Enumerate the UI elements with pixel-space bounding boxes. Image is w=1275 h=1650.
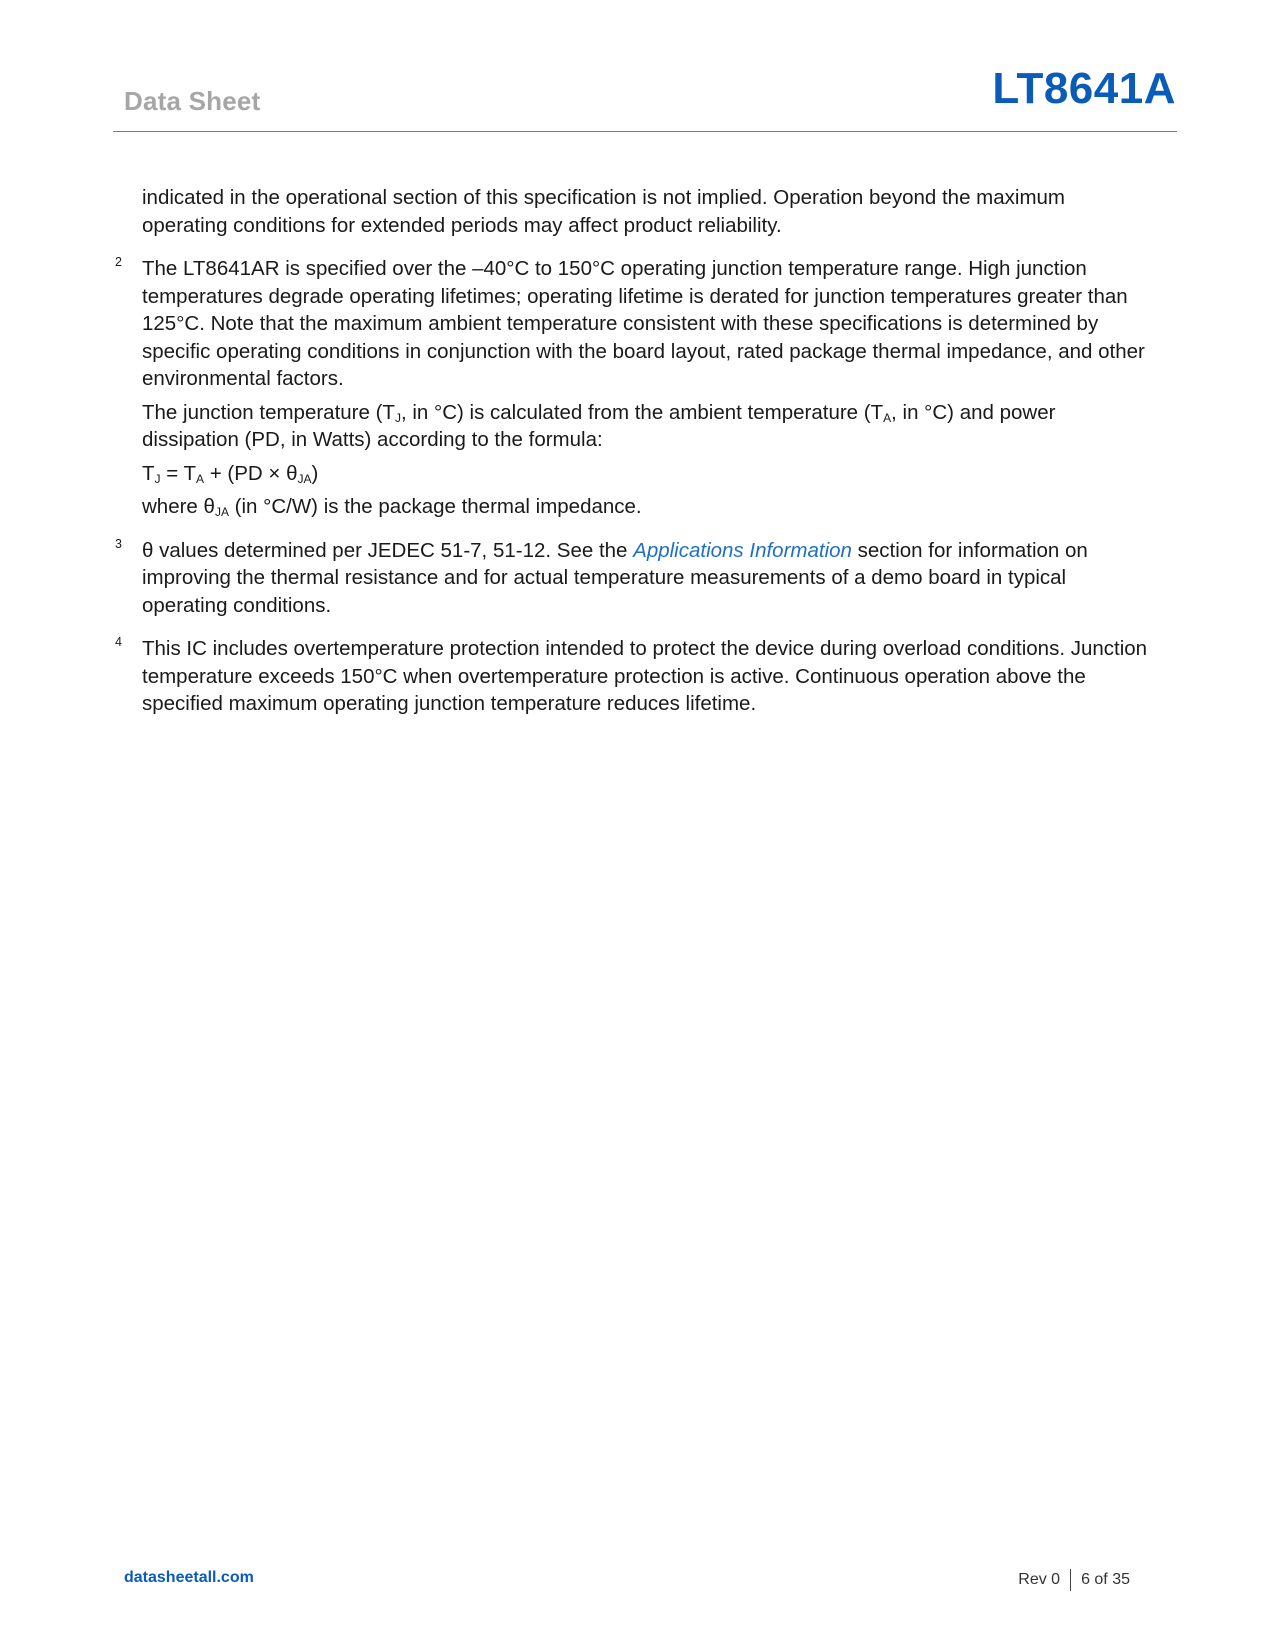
text-run: , in °C) and power dissipation (PD, in Watts) according to the formula: <box>142 400 1056 451</box>
part-number-title: LT8641A <box>992 64 1176 113</box>
subscript: A <box>883 410 892 425</box>
note-2-paragraph-1: The LT8641AR is specified over the –40°C to 150°C operating junction temperature range. High junction temperatures degrade operating lifetimes; operating lifetime is derated for junction temperatures greater than 125°C. Note that the maximum ambient temperature consistent with these specifications is determined by specific operating conditions in conjunction with the board layout, rated package thermal impedance, and other environmental factors. <box>142 257 1145 390</box>
note-2-number: 2 <box>115 255 122 269</box>
text-run: section for information on improving the thermal resistance and for actual temperature measurements of a demo board in typical operating conditions. <box>142 538 1088 617</box>
footer-divider <box>1070 1569 1071 1591</box>
note-3-paragraph <box>142 537 1153 620</box>
text-run: ) <box>311 461 319 485</box>
text-run: where θ <box>142 495 215 518</box>
page-info <box>1018 1569 1130 1591</box>
website-link[interactable]: datasheetall.com <box>124 1569 254 1586</box>
subscript: JA <box>214 505 229 519</box>
note-4 <box>113 635 1153 718</box>
text-run: = T <box>160 461 197 485</box>
applications-information-link[interactable]: Applications Information <box>633 538 852 562</box>
note-2-paragraph-4 <box>142 493 1153 521</box>
text-run: T <box>142 461 155 485</box>
subscript: J <box>154 471 161 486</box>
note-3 <box>113 537 1153 620</box>
text-run: θ values determined per JEDEC 51-7, 51-12. See the <box>142 538 634 562</box>
text-run: , in °C) is calculated from the ambient temperature (T <box>400 400 884 424</box>
note-2-formula <box>142 460 1153 488</box>
document-type-label: Data Sheet <box>124 86 261 116</box>
revision-label: Rev 0 <box>1018 1571 1061 1588</box>
note-4-number: 4 <box>115 635 122 649</box>
note-2 <box>113 255 1153 521</box>
note-3-number: 3 <box>115 536 122 551</box>
text-run: (in °C/W) is the package thermal impedance. <box>228 495 642 518</box>
text-run: The junction temperature (T <box>142 400 395 424</box>
header-divider <box>113 131 1177 132</box>
subscript: A <box>196 471 205 486</box>
note-2-paragraph-2 <box>142 399 1153 454</box>
note-4-paragraph: This IC includes overtemperature protection intended to protect the device during overload conditions. Junction temperature exceeds 150°C when overtemperature protection is active. Continuous operation above the specified maximum operating junction temperature reduces lifetime. <box>142 637 1148 715</box>
subscript: JA <box>297 471 312 486</box>
notes-content <box>113 184 1153 718</box>
page-number: 6 of 35 <box>1081 1571 1130 1588</box>
text-run: + (PD × θ <box>204 461 298 485</box>
continuation-paragraph: indicated in the operational section of this specification is not implied. Operation beyond the maximum operating conditions for extended periods may affect product reliability. <box>142 186 1066 237</box>
subscript: J <box>394 410 401 425</box>
